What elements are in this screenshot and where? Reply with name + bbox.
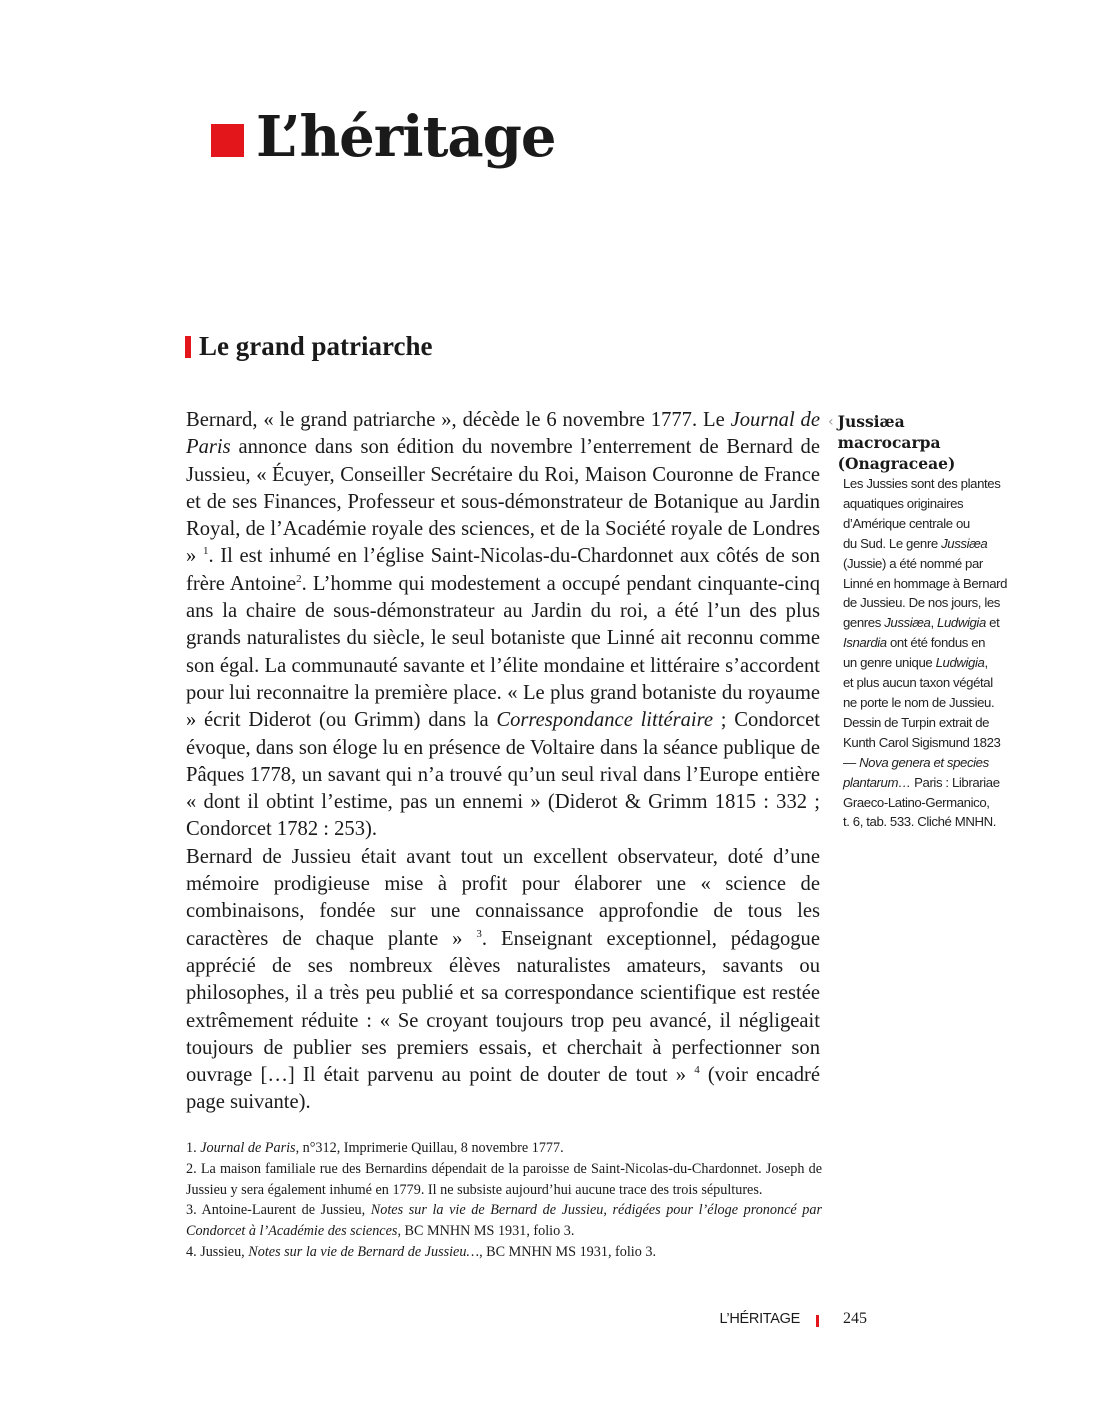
- page-footer: [700, 1309, 870, 1333]
- italic-title: Notes sur la vie de Bernard de Jussieu…: [248, 1243, 480, 1260]
- footnote-1: [186, 1138, 822, 1159]
- text-run: (voir encadré page suivante).: [186, 1064, 821, 1114]
- text-run: 1.: [186, 1140, 201, 1156]
- caption-line: Dessin de Turpin extrait de: [843, 714, 990, 730]
- paragraph-1: [186, 407, 820, 844]
- chapter-title: L’héritage: [256, 104, 556, 170]
- text-run: . Enseignant exceptionnel, pédagogue apprécié de ses nombreux élèves naturalistes amateurs, savants ou philosophes, il a très peu publié et sa correspondance scientifique est restée extrêmement réduite : « Se croyant toujours trop peu avancé, il négligeait toujours de publier ses premiers essais, et cherchait à perfectionner son ouvrage […] Il était parvenu au point de douter de tout »: [186, 927, 820, 1087]
- red-square-marker: [211, 124, 244, 157]
- caption-line: du Sud. Le genre Jussiæa: [843, 535, 988, 551]
- text-run: , BC MNHN MS 1931, folio 3.: [479, 1243, 657, 1260]
- paragraph-2: [186, 844, 820, 1117]
- caption-text: [843, 474, 1018, 832]
- red-bar-marker: [185, 336, 191, 358]
- footnote-ref: 4: [694, 1064, 700, 1077]
- caption-title: Jussiæa macrocarpa (Onagraceae): [837, 412, 956, 473]
- caption-line: de Jussieu. De nos jours, les: [843, 595, 1000, 611]
- running-footer-title: L’HÉRITAGE: [719, 1311, 800, 1327]
- italic-title: Journal de Paris: [200, 1140, 296, 1156]
- footnote-4: [186, 1242, 822, 1263]
- caption-line: genres Jussiæa, Ludwigia et: [843, 615, 1000, 631]
- footnote-3: [186, 1200, 822, 1242]
- text-run: 3. Antoine-Laurent de Jussieu,: [186, 1202, 371, 1219]
- text-run: . L’homme qui modestement a occupé pendant cinquante-cinq ans la chaire de sous-démonstrateur au Jardin du roi, a été l’un des plus grands naturalistes du siècle, le seul botaniste que Linné ait reconnu comme son égal. La communauté savante et l’élite mondaine et littéraire s’accordent pour lui reconnaitre la première place. « Le plus grand botaniste du royaume » écrit Diderot (ou Grimm) dans la: [186, 572, 820, 732]
- footnote-ref: 2: [296, 572, 302, 585]
- page-number: 245: [843, 1310, 867, 1327]
- caption-line: d’Amérique centrale ou: [843, 515, 970, 531]
- text-run: . Il est inhumé en l’église Saint-Nicolas-du-Chardonnet aux côtés de son frère Antoine: [186, 545, 820, 595]
- chevron-left-icon: ‹: [828, 414, 834, 430]
- caption-line: Les Jussies sont des plantes: [843, 476, 1001, 491]
- caption-line: aquatiques originaires: [843, 495, 964, 511]
- italic-title: Journal de Paris: [186, 409, 820, 459]
- main-text: [186, 407, 820, 1117]
- text-run: , BC MNHN MS 1931, folio 3.: [397, 1223, 575, 1240]
- footnotes: [186, 1138, 822, 1263]
- caption-line: t. 6, tab. 533. Cliché MNHN.: [843, 814, 996, 830]
- text-run: Bernard, « le grand patriarche », décède le 6 novembre 1777. Le: [186, 409, 731, 431]
- red-separator: [816, 1315, 819, 1327]
- section-title: Le grand patriarche: [199, 331, 433, 361]
- text-run: ; Condorcet évoque, dans son éloge lu en présence de Voltaire dans la séance publique de Pâques 1778, un savant qui n’a trouvé qu’un seul rival dans l’Europe entière « dont il obtint l’estime, pas un ennemi » (Diderot & Grimm 1815 : 332 ; Condorcet 1782 : 253).: [186, 709, 820, 841]
- footnote-ref: 1: [202, 545, 209, 558]
- italic-title: Notes sur la vie de Bernard de Jussieu, rédigées pour l’éloge prononcé par Condorcet à l’Académie des sciences: [186, 1202, 822, 1240]
- caption-line: Linné en hommage à Bernard: [843, 575, 1008, 591]
- caption-line: un genre unique Ludwigia,: [843, 655, 988, 671]
- caption-line: Isnardia ont été fondus en: [843, 635, 986, 651]
- caption-line: Kunth Carol Sigismund 1823: [843, 734, 1001, 750]
- footnote-2: 2. La maison familiale rue des Bernardins dépendait de la paroisse de Saint-Nicolas-du-Chardonnet. Joseph de Jussieu y sera également inhumé en 1779. Il ne subsiste aujourd’hui aucune trace des trois sépultures.: [186, 1160, 822, 1198]
- text-run: Bernard de Jussieu était avant tout un excellent observateur, doté d’une mémoire prodigieuse mise à profit pour élaborer une « science de combinaisons, fondée sur une connaissance approfondie de tous les caractères de chaque plante »: [186, 845, 820, 950]
- chapter-heading: [211, 104, 556, 170]
- caption-line: ne porte le nom de Jussieu.: [843, 694, 995, 710]
- caption-line: plantarum… Paris : Librariae: [843, 774, 1000, 790]
- caption-line: (Jussie) a été nommé par: [843, 555, 983, 571]
- footnote-ref: 3: [476, 927, 482, 940]
- text-run: annonce dans son édition du novembre l’enterrement de Bernard de Jussieu, « Écuyer, Conseiller Secrétaire du Roi, Maison Couronne de France et de ses Finances, Professeur et sous-démonstrateur de Botanique au Jardin Royal, de l’Académie royale des sciences, et de la Société royale de Londres »: [186, 436, 820, 568]
- text-run: 4. Jussieu,: [186, 1243, 249, 1260]
- italic-title: Correspondance littéraire: [496, 709, 714, 732]
- text-run: , n°312, Imprimerie Quillau, 8 novembre 1777.: [295, 1140, 564, 1156]
- section-heading: [185, 331, 432, 362]
- caption-line: — Nova genera et species: [843, 754, 989, 770]
- figure-caption: [828, 411, 1008, 832]
- caption-line: Graeco-Latino-Germanico,: [843, 794, 990, 810]
- caption-header: [828, 411, 1008, 474]
- caption-line: et plus aucun taxon végétal: [843, 675, 993, 691]
